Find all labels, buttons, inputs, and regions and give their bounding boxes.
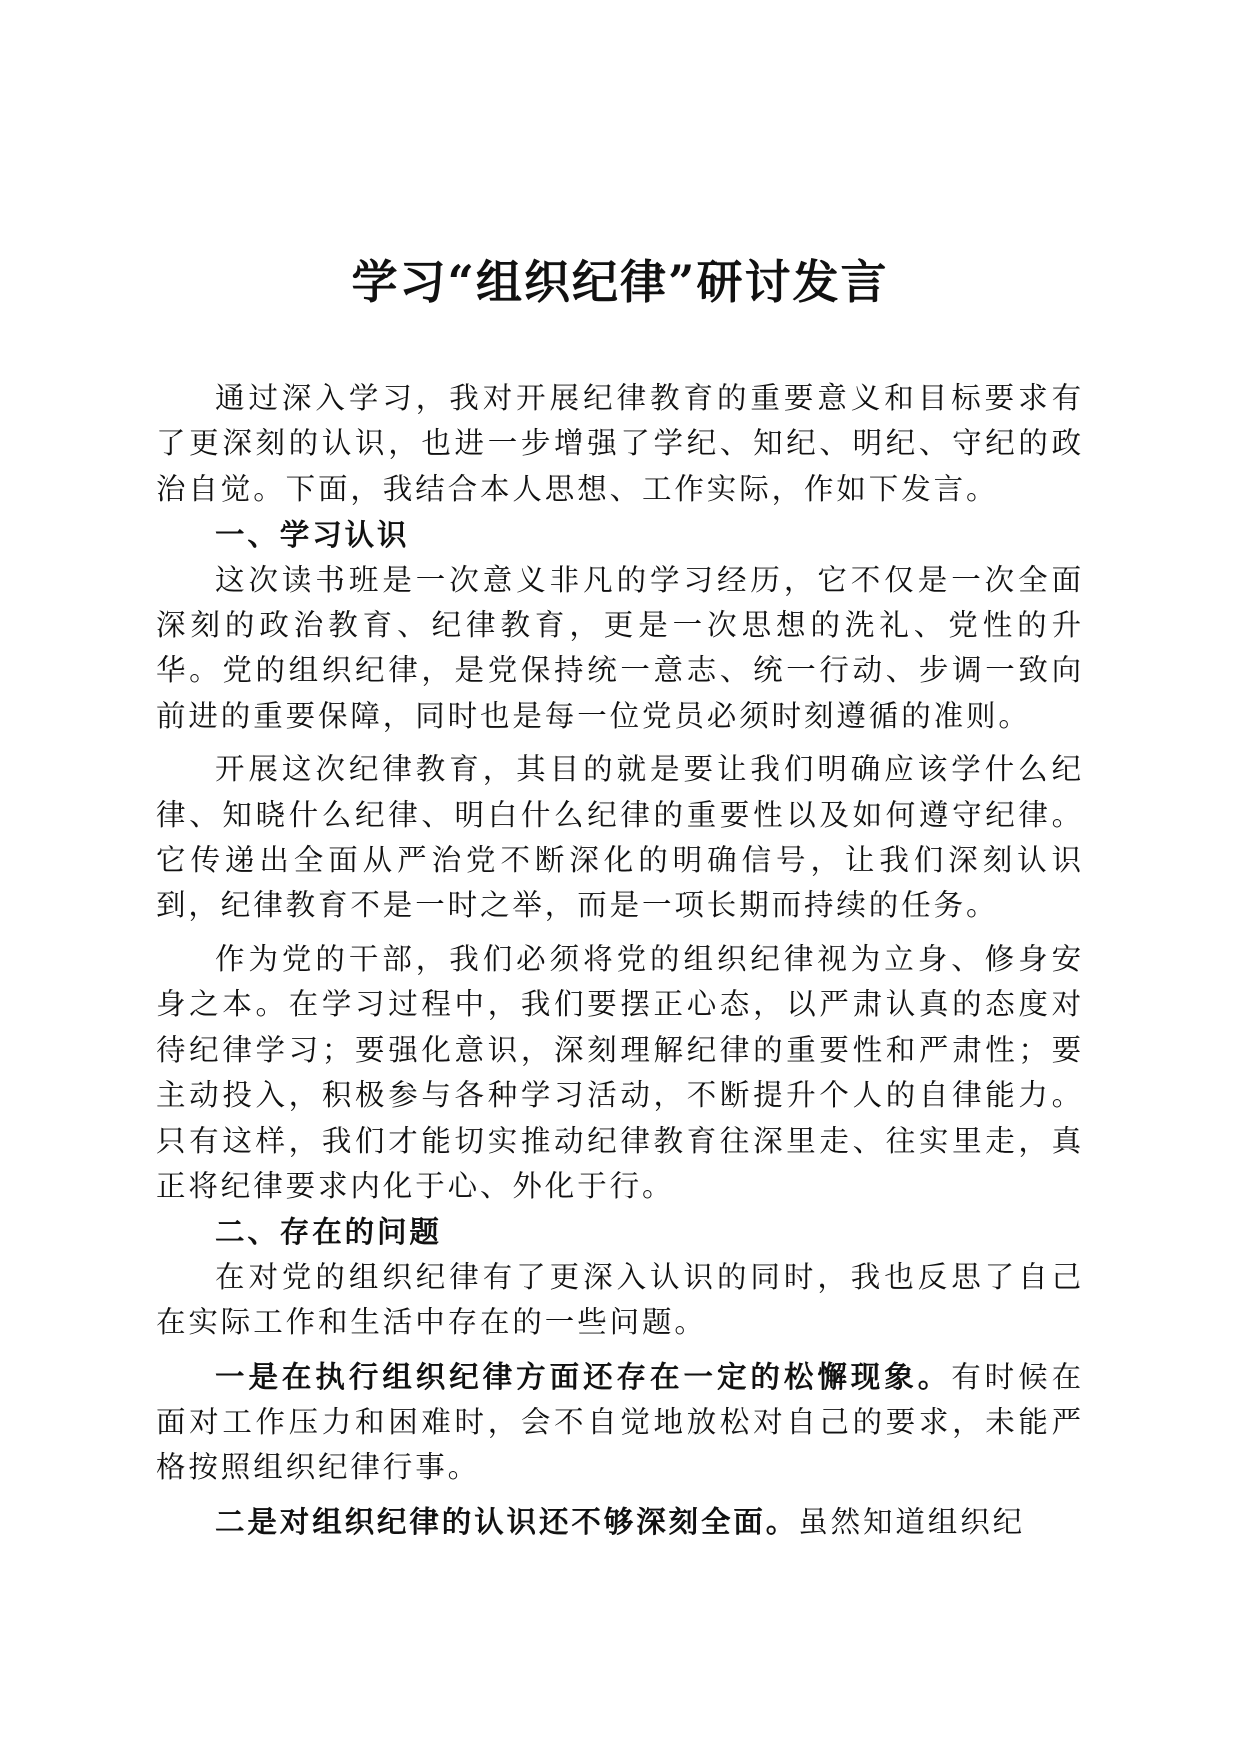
problem-1-lead: 一是在执行组织纪律方面还存在一定的松懈现象。 (215, 1358, 952, 1394)
section-heading-2: 二、存在的问题 (215, 1214, 442, 1250)
document-body (156, 376, 1084, 1545)
section1-paragraph-3: 作为党的干部，我们必须将党的组织纪律视为立身、修身安身之本。在学习过程中，我们要摆正心态，以严肃认真的态度对待纪律学习；要强化意识，深刻理解纪律的重要性和严肃性；要主动投入，积极参与各种学习活动，不断提升个人的自律能力。只有这样，我们才能切实推动纪律教育往深里走、往实里走，真正将纪律要求内化于心、外化于行。 (156, 941, 1084, 1203)
section1-paragraph-2: 开展这次纪律教育，其目的就是要让我们明确应该学什么纪律、知晓什么纪律、明白什么纪律的重要性以及如何遵守纪律。它传递出全面从严治党不断深化的明确信号，让我们深刻认识到，纪律教育不是一时之举，而是一项长期而持续的任务。 (156, 752, 1084, 923)
problem-paragraph-1 (156, 1354, 1084, 1491)
document-title: 学习“组织纪律”研讨发言 (351, 255, 889, 309)
problem-2-lead: 二是对组织纪律的认识还不够深刻全面。 (215, 1503, 799, 1539)
intro-paragraph: 通过深入学习，我对开展纪律教育的重要意义和目标要求有了更深刻的认识，也进一步增强了学纪、知纪、明纪、守纪的政治自觉。下面，我结合本人思想、工作实际，作如下发言。 (156, 381, 1084, 506)
section-heading-1: 一、学习认识 (215, 517, 410, 553)
section2-intro-paragraph: 在对党的组织纪律有了更深入认识的同时，我也反思了自己在实际工作和生活中存在的一些问题。 (156, 1259, 1084, 1340)
problem-2-text: 虽然知道组织纪 (798, 1504, 1026, 1539)
problem-1-text: 有时候在面对工作压力和困难时，会不自觉地放松对自己的要求，未能严格按照组织纪律行事。 (156, 1359, 1084, 1485)
section1-paragraph-1: 这次读书班是一次意义非凡的学习经历，它不仅是一次全面深刻的政治教育、纪律教育，更是一次思想的洗礼、党性的升华。党的组织纪律，是党保持统一意志、统一行动、步调一致向前进的重要保障，同时也是每一位党员必须时刻遵循的准则。 (156, 562, 1084, 733)
problem-paragraph-2 (156, 1499, 1084, 1545)
